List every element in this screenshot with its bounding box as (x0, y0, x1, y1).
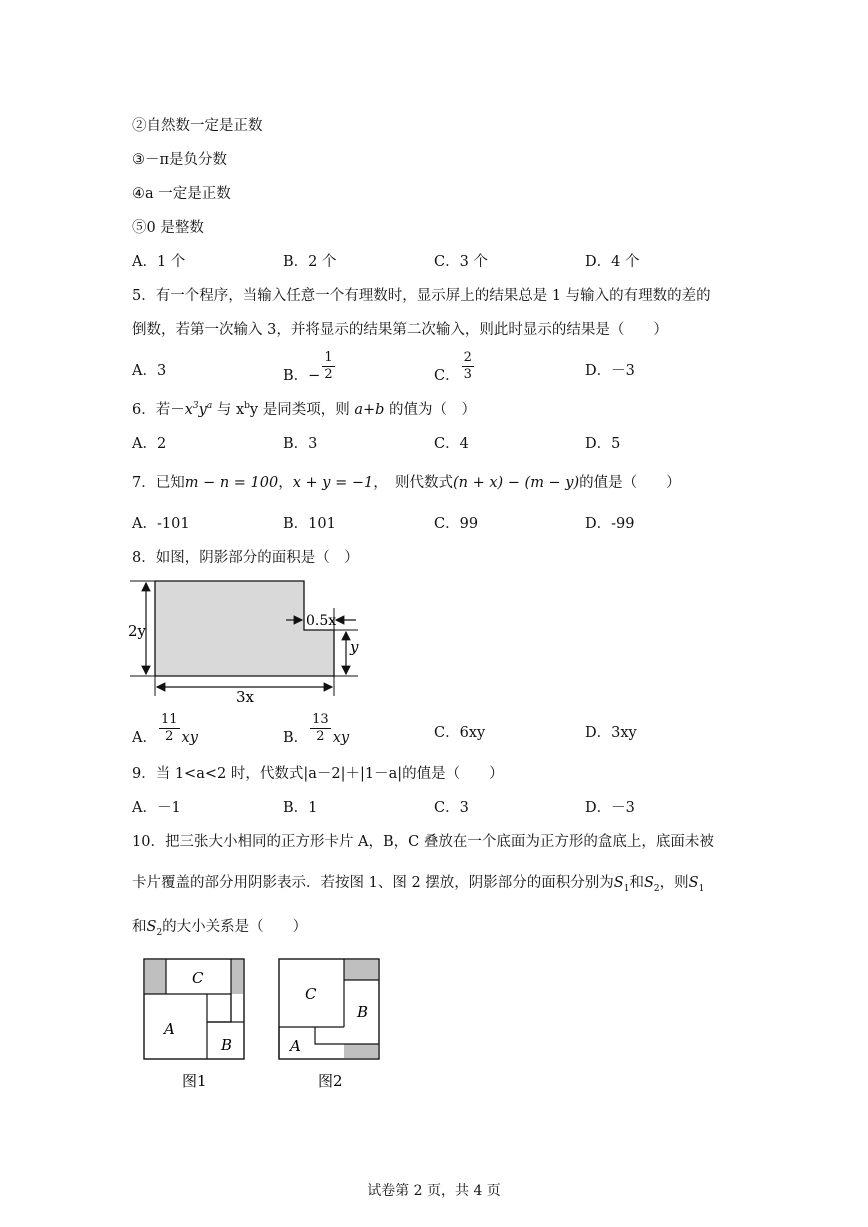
q5-option-b[interactable] (283, 350, 337, 383)
q6-option-b[interactable]: B．3 (283, 436, 318, 452)
shade-right (231, 960, 243, 994)
q8-b-denominator: 2 (316, 729, 325, 744)
svg-text:C: C (305, 985, 317, 1003)
shade-top (344, 960, 378, 980)
fig2-caption: 图2 (318, 1072, 343, 1090)
q5-option-d[interactable]: D．－3 (585, 363, 635, 379)
fig1-caption: 图1 (182, 1072, 207, 1090)
q8-b-numerator: 13 (312, 712, 329, 727)
q9-option-a[interactable]: A．－1 (132, 800, 181, 816)
q6-option-a[interactable]: A．2 (132, 436, 167, 452)
q5-c-denominator: 3 (463, 367, 472, 382)
q5-option-a[interactable]: A．3 (132, 363, 167, 379)
q5-b-denominator: 2 (324, 367, 333, 382)
q7-option-a[interactable]: A．-101 (132, 516, 190, 532)
q7-expr: (n + x) − (m − y) (452, 475, 580, 491)
q8-option-a[interactable]: A． $\frac{11}{2}$ xy (132, 712, 198, 746)
q5-option-c-fraction (462, 350, 474, 383)
q10-text-line3: 和$S_2$的大小关系是（ ） (132, 919, 308, 938)
svg-text:A: A (164, 1020, 175, 1038)
q8-option-d[interactable]: D．3xy (585, 725, 637, 741)
q8-figure (126, 574, 366, 708)
q6-text: 6．若$-x^3y^a$ 与 $x^by$ 是同类项，则 a+b 的值为（ ） (132, 401, 477, 418)
statement-5: ⑤0 是整数 (132, 220, 204, 236)
q5-b-numerator: 1 (324, 350, 333, 365)
q5-option-c-label: C． (434, 367, 460, 384)
q4-option-b[interactable]: B．2 个 (283, 254, 337, 270)
q7-end: 的值是（ ） (579, 475, 681, 491)
q5-option-c[interactable] (434, 350, 476, 383)
q4-option-a[interactable]: A．1 个 (132, 254, 186, 270)
q7-prefix: 7．已知 (132, 475, 185, 491)
q7-option-c[interactable]: C．99 (434, 516, 479, 532)
q9-text: 9．当 1<a<2 时，代数式|a－2|＋|1－a|的值是（ ） (132, 766, 504, 782)
q5-text-line1: 5．有一个程序，当输入任意一个有理数时，显示屏上的结果总是 1 与输入的有理数的差的 (132, 288, 711, 304)
q4-option-c[interactable]: C．3 个 (434, 254, 488, 270)
q10-text-line2: 卡片覆盖的部分用阴影表示．若按图 1、图 2 摆放，阴影部分的面积分别为$S_1$和$S_2$，则$S_1$ (132, 875, 705, 894)
q8-option-c[interactable]: C．6xy (434, 725, 486, 741)
q9-option-c[interactable]: C．3 (434, 800, 469, 816)
q10-figure-1 (140, 955, 250, 1099)
label-3x: 3x (236, 688, 255, 704)
q5-c-numerator: 2 (463, 350, 472, 365)
q10-figure-2 (275, 955, 385, 1099)
q6-option-c[interactable]: C．4 (434, 436, 469, 452)
q9-option-d[interactable]: D．－3 (585, 800, 635, 816)
q5-text-line2: 倒数，若第一次输入 3，并将显示的结果第二次输入，则此时显示的结果是（ ） (132, 322, 668, 338)
q6-sum: a (354, 402, 363, 418)
svg-text:B: B (221, 1036, 233, 1054)
q5-option-b-label: B． (283, 367, 309, 384)
q6-options (132, 432, 752, 472)
q6-suffix2: y 是同类项，则 (249, 402, 355, 418)
q8-options (132, 712, 752, 752)
q6-end: 的值为（ ） (384, 402, 477, 418)
q7-option-d[interactable]: D．-99 (585, 516, 635, 532)
q5-option-b-fraction (322, 350, 334, 383)
svg-text:B: B (357, 1003, 369, 1021)
q5-option-b-sign: − (308, 367, 321, 384)
q7-cond2: x + y = −1 (292, 475, 374, 491)
svg-text:C: C (192, 969, 204, 987)
q7-text: 7．已知m − n = 100，x + y = −1， 则代数式(n + x) − (m − y)的值是（ ） (132, 475, 681, 491)
label-2y: 2y (128, 622, 147, 640)
q7-option-b[interactable]: B．101 (283, 516, 336, 532)
q8-a-denominator: 2 (165, 729, 174, 744)
q6-term1: $x^3y^a$ (184, 401, 213, 418)
svg-text:A: A (290, 1037, 301, 1055)
q8-text: 8．如图，阴影部分的面积是（ ） (132, 550, 359, 566)
page-footer: 试卷第 2 页，共 4 页 (367, 1183, 501, 1199)
label-0-5x: 0.5x (306, 613, 337, 629)
shade-bottom (344, 1044, 378, 1058)
q7-cond1: m − n = 100 (184, 475, 279, 491)
q10-text-line1: 10．把三张大小相同的正方形卡片 A，B，C 叠放在一个底面为正方形的盒底上，底面未被 (132, 834, 714, 850)
q6-exp-b: b (244, 401, 250, 412)
q8-a-numerator: 11 (160, 712, 178, 727)
q6-suffix: 与 x (216, 402, 245, 418)
shade-left (145, 960, 166, 994)
q5-options (132, 350, 752, 390)
q9-option-b[interactable]: B．1 (283, 800, 318, 816)
statement-3: ③－π是负分数 (132, 152, 228, 168)
q8-option-b[interactable]: B． $\frac{13}{2}$ xy (283, 712, 350, 746)
label-y: y (350, 638, 359, 656)
statement-2: ②自然数一定是正数 (132, 118, 263, 134)
q6-option-d[interactable]: D．5 (585, 436, 621, 452)
q4-option-d[interactable]: D．4 个 (585, 254, 640, 270)
statement-4: ④a 一定是正数 (132, 186, 231, 202)
q7-mid: ， 则代数式 (373, 475, 453, 491)
q6-prefix: 6．若－ (132, 402, 185, 418)
